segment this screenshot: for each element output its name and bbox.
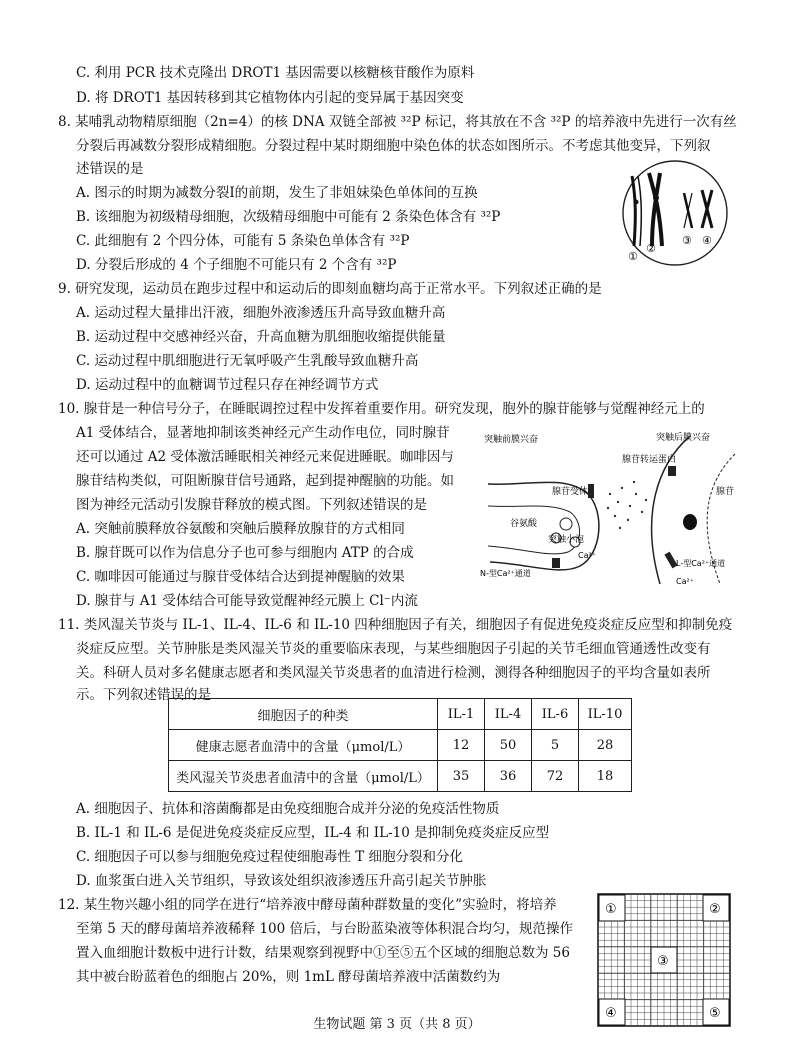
q10-stem-line2: A1 受体结合，显著地抑制该类神经元产生动作电位，同时腺苷 <box>76 425 450 441</box>
q8-stem-line2: 分裂后再减数分裂形成精细胞。分裂过程中某时期细胞中染色体的状态如图所示。不考虑其他变异，下列叙 <box>76 138 711 154</box>
neurotransmitter-dots <box>607 481 647 529</box>
q12-stem-line2: 至第 5 天的酵母菌培养液稀释 100 倍后，与台盼蓝染液等体积混合均匀，规范操作 <box>76 921 574 937</box>
n-type-channel-icon <box>552 558 560 568</box>
q10-stem-line4: 腺苷结构类似，可阻断腺苷信号通路，起到提神醒脑的功能。如 <box>76 473 454 489</box>
q10-option-d: D. 腺苷与 A1 受体结合可能导致觉醒神经元膜上 Cl⁻内流 <box>76 593 418 609</box>
q9-option-b: B. 运动过程中交感神经兴奋，升高血糖为肌细胞收缩提供能量 <box>76 329 446 345</box>
chromosome-2-icon <box>649 173 662 246</box>
q9-option-d: D. 运动过程中的血糖调节过程只存在神经调节方式 <box>76 377 379 393</box>
chromosome-4-icon <box>702 190 712 228</box>
q8-stem-line1: 8. 某哺乳动物精原细胞（2n=4）的核 DNA 双链全部被 ³²P 标记，将其放在不含 ³²P 的培养液中先进行一次有丝 <box>58 114 737 130</box>
chromosome-label-2: ② <box>646 242 656 255</box>
q8-option-a: A. 图示的时期为减数分裂Ⅰ的前期，发生了非姐妹染色单体间的互换 <box>76 185 478 201</box>
q10-stem-line1: 10. 腺苷是一种信号分子，在睡眠调控过程中发挥着重要作用。研究发现，胞外的腺苷能够与觉醒神经元上的 <box>58 401 705 417</box>
page-footer: 生物试题 第 3 页（共 8 页） <box>313 1017 481 1032</box>
q9-option-c: C. 运动过程中肌细胞进行无氧呼吸产生乳酸导致血糖升高 <box>76 353 419 369</box>
q11-option-d: D. 血浆蛋白进入关节组织，导致该处组织液渗透压升高引起关节肿胀 <box>76 873 487 889</box>
q12-stem-line3: 置入血细胞计数板中进行计数，结果观察到视野中①至⑤五个区域的细胞总数为 56 <box>76 945 570 961</box>
grid-label-5: ⑤ <box>709 1006 721 1021</box>
q10-option-c: C. 咖啡因可能通过与腺苷受体结合达到提神醒脑的效果 <box>76 569 405 585</box>
q7-option-d: D. 将 DROT1 基因转移到其它植物体内引起的变异属于基因突变 <box>76 90 464 106</box>
table-header-cell: IL-4 <box>485 699 532 730</box>
q11-option-c: C. 细胞因子可以参与细胞免疫过程使细胞毒性 T 细胞分裂和分化 <box>76 849 464 865</box>
q11-option-a: A. 细胞因子、抗体和溶菌酶都是由免疫细胞合成并分泌的免疫活性物质 <box>76 801 500 817</box>
fig-ca-label-2: Ca²⁺ <box>676 577 694 586</box>
table-cell: 36 <box>485 761 532 792</box>
fig-pre-membrane-label: 突触前膜兴奋 <box>484 435 539 445</box>
synapse-adenosine-figure <box>470 424 740 596</box>
table-cell: 72 <box>532 761 579 792</box>
hemocytometer-grid-figure <box>596 892 732 1028</box>
table-cell: 5 <box>532 730 579 761</box>
chromosome-3-icon <box>684 193 692 228</box>
fig-transporter-label: 腺苷转运蛋白 <box>622 455 677 465</box>
q11-stem-line3: 关。科研人员对多名健康志愿者和类风湿关节炎患者的血清进行检测，测得各种细胞因子的平均含量如表所 <box>76 665 711 681</box>
table-header-row <box>169 699 632 730</box>
postsynaptic-nucleus-icon <box>683 514 697 530</box>
q8-option-c: C. 此细胞有 2 个四分体，可能有 5 条染色单体含有 ³²P <box>76 233 410 249</box>
fig-ca-label-1: Ca²⁺ <box>578 551 596 560</box>
q8-stem-line3: 述错误的是 <box>76 161 144 177</box>
fig-vesicle-label: 突触小泡 <box>548 535 585 545</box>
q8-option-d: D. 分裂后形成的 4 个子细胞不可能只有 2 个含有 ³²P <box>76 257 397 273</box>
chromosome-label-3: ③ <box>682 234 692 247</box>
q10-option-a: A. 突触前膜释放谷氨酸和突触后膜释放腺苷的方式相同 <box>76 521 405 537</box>
table-row <box>169 730 632 761</box>
table-cell: 28 <box>579 730 632 761</box>
q12-stem-line1: 12. 某生物兴趣小组的同学在进行“培养液中酵母菌种群数量的变化”实验时，将培养 <box>58 897 557 913</box>
chromosome-cell-figure <box>614 158 736 268</box>
q12-stem-line4: 其中被台盼蓝着色的细胞占 20%，则 1mL 酵母菌培养液中活菌数约为 <box>76 969 501 985</box>
grid-label-1: ① <box>605 902 617 917</box>
q11-option-b: B. IL-1 和 IL-6 是促进免疫炎症反应型，IL-4 和 IL-10 是抑制免疫炎症反应型 <box>76 825 550 841</box>
chromosome-1-icon <box>632 176 641 246</box>
q8-option-b: B. 该细胞为初级精母细胞，次级精母细胞中可能有 2 条染色体含有 ³²P <box>76 209 501 225</box>
fig-n-channel-label: N-型Ca²⁺通道 <box>480 569 531 578</box>
table-header-cell: IL-1 <box>438 699 485 730</box>
table-cell: 12 <box>438 730 485 761</box>
table-header-cell: IL-6 <box>532 699 579 730</box>
q11-stem-line1: 11. 类风湿关节炎与 IL-1、IL-4、IL-6 和 IL-10 四种细胞因子有关，细胞因子有促进免疫炎症反应型和抑制免疫 <box>58 617 733 633</box>
q9-option-a: A. 运动过程大量排出汗液，细胞外液渗透压升高导致血糖升高 <box>76 305 446 321</box>
table-header-cell: IL-10 <box>579 699 632 730</box>
q10-option-b: B. 腺苷既可以作为信息分子也可参与细胞内 ATP 的合成 <box>76 545 414 561</box>
table-cell: 35 <box>438 761 485 792</box>
chromosome-label-1: ① <box>628 250 638 263</box>
fig-glutamate-label: 谷氨酸 <box>510 519 538 529</box>
table-cell: 健康志愿者血清中的含量（μmol/L） <box>169 730 438 761</box>
grid-label-4: ④ <box>605 1006 617 1021</box>
table-cell: 类风湿关节炎患者血清中的含量（μmol/L） <box>169 761 438 792</box>
q11-stem-line4: 示。下列叙述错误的是 <box>76 687 211 703</box>
q9-stem: 9. 研究发现，运动员在跑步过程中和运动后的即刻血糖均高于正常水平。下列叙述正确的是 <box>58 281 602 297</box>
fig-l-channel-label: L-型Ca²⁺通道 <box>676 559 726 568</box>
grid-label-2: ② <box>709 902 721 917</box>
table-header-cell: 细胞因子的种类 <box>169 699 438 730</box>
table-cell: 18 <box>579 761 632 792</box>
adenosine-receptor-icon <box>588 484 594 498</box>
fig-adenosine-label: 腺苷 <box>716 487 735 497</box>
fig-post-membrane-label: 突触后膜兴奋 <box>656 433 711 443</box>
chromosome-label-4: ④ <box>702 234 712 247</box>
table-cell: 50 <box>485 730 532 761</box>
grid-label-3: ③ <box>657 954 669 969</box>
cytokine-table <box>168 698 632 792</box>
q10-stem-line3: 还可以通过 A2 受体激活睡眠相关神经元来促进睡眠。咖啡因与 <box>76 449 454 465</box>
q11-stem-line2: 炎症反应型。关节肿胀是类风湿关节炎的重要临床表现，与某些细胞因子引起的关节毛细血管通透性改变有 <box>76 641 711 657</box>
q10-stem-line5: 图为神经元活动引发腺苷释放的模式图。下列叙述错误的是 <box>76 497 427 513</box>
transporter-icon <box>668 466 676 476</box>
q7-option-c: C. 利用 PCR 技术克隆出 DROT1 基因需要以核糖核苷酸作为原料 <box>76 65 475 81</box>
table-row <box>169 761 632 792</box>
fig-receptor-label: 腺苷受体 <box>552 487 589 497</box>
